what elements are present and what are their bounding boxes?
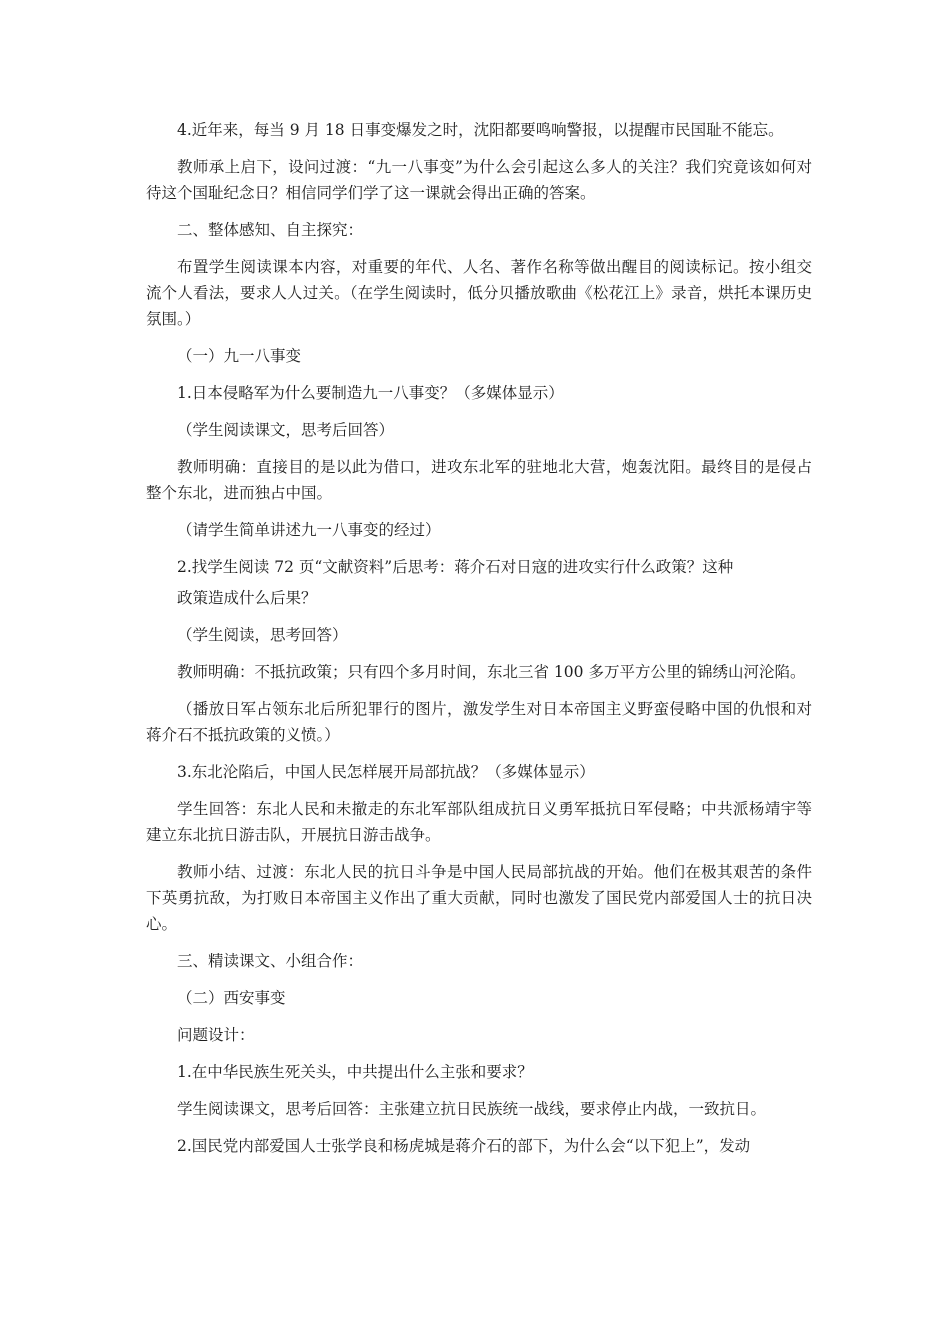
teacher-answer-2: 教师明确：不抵抗政策；只有四个多月时间，东北三省 100 多万平方公里的锦绣山河沦陷。 [177,663,806,681]
teacher-summary: 教师小结、过渡：东北人民的抗日斗争是中国人民局部抗战的开始。他们在极其艰苦的条件下英勇抗敌，为打败日本帝国主义作出了重大贡献，同时也激发了国民党内部爱国人士的抗日决心。 [146,863,812,933]
paragraph-2: 教师承上启下，设问过渡：“九一八事变”为什么会引起这么多人的关注？我们究竟该如何对待这个国耻纪念日？相信同学们学了这一课就会得出正确的答案。 [146,158,812,202]
multimedia-note: （播放日军占领东北后所犯罪行的图片，激发学生对日本帝国主义野蛮侵略中国的仇恨和对蒋介石不抵抗政策的义愤。） [146,700,812,744]
student-answer-3: 学生回答：东北人民和未撤走的东北军部队组成抗日义勇军抵抗日军侵略；中共派杨靖宇等建立东北抗日游击队，开展抗日游击战争。 [146,800,812,844]
teacher-answer-1: 教师明确：直接目的是以此为借口，进攻东北军的驻地北大营，炮轰沈阳。最终目的是侵占整个东北，进而独占中国。 [146,458,812,502]
question-2-continued: 政策造成什么后果？ [177,589,317,607]
question-1: 1.日本侵略军为什么要制造九一八事变？（多媒体显示） [177,384,564,402]
question-3: 3.东北沦陷后，中国人民怎样展开局部抗战？（多媒体显示） [177,763,595,781]
paragraph-1: 4.近年来，每当 9 月 18 日事变爆发之时，沈阳都要鸣响警报，以提醒市民国耻不能忘。 [177,121,784,139]
subsection-heading-1: （一）九一八事变 [177,347,302,365]
question-4: 1.在中华民族生死关头，中共提出什么主张和要求？ [177,1063,533,1081]
question-5: 2.国民党内部爱国人士张学良和杨虎城是蒋介石的部下，为什么会“以下犯上”，发动 [177,1137,751,1155]
question-design-label: 问题设计： [177,1026,255,1044]
document-page [146,117,812,1170]
section-heading-3: 三、精读课文、小组合作： [177,952,364,970]
question-2: 2.找学生阅读 72 页“文献资料”后思考：蒋介石对日寇的进攻实行什么政策？这种 [177,558,734,576]
student-activity-2: （请学生简单讲述九一八事变的经过） [177,521,441,539]
student-activity-1: （学生阅读课文，思考后回答） [177,421,395,439]
student-activity-3: （学生阅读，思考回答） [177,626,348,644]
student-answer-4: 学生阅读课文，思考后回答：主张建立抗日民族统一战线，要求停止内战，一致抗日。 [177,1100,767,1118]
section-heading-2: 二、整体感知、自主探究： [177,221,364,239]
paragraph-3: 布置学生阅读课本内容，对重要的年代、人名、著作名称等做出醒目的阅读标记。按小组交流个人看法，要求人人过关。（在学生阅读时，低分贝播放歌曲《松花江上》录音，烘托本课历史氛围。） [146,258,812,328]
subsection-heading-2: （二）西安事变 [177,989,286,1007]
